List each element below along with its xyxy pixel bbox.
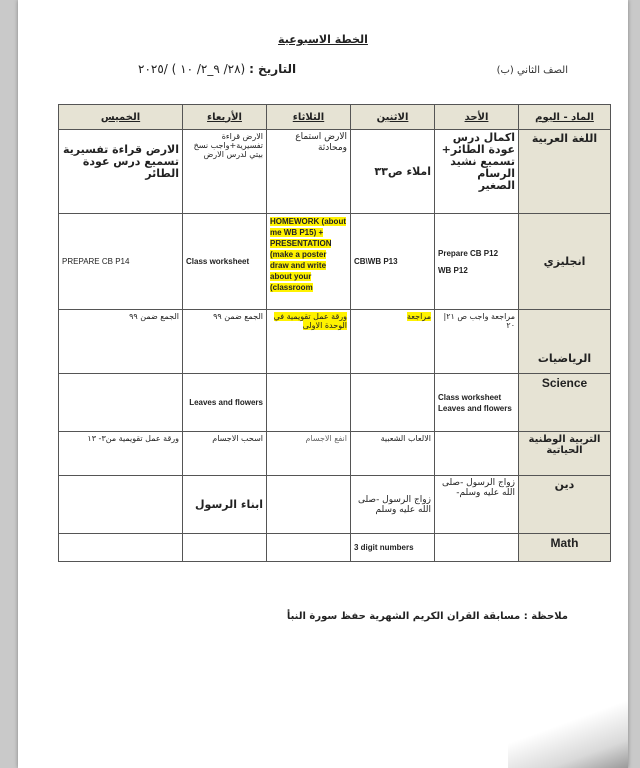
weekly-plan-table xyxy=(58,104,611,562)
cell-science-thursday xyxy=(59,374,183,432)
subject-science: Science xyxy=(519,374,611,432)
cell-math-sunday: مراجعة واجب ص ٢١|٢٠ xyxy=(435,310,519,374)
cell-national-sunday xyxy=(435,432,519,476)
date-line xyxy=(138,62,296,76)
cell-religion-tuesday xyxy=(267,476,351,534)
table-row xyxy=(59,432,611,476)
cell-religion-thursday xyxy=(59,476,183,534)
date-value: (٢٨/ ٩_٢/ ١٠ ) /٢٠٢٥ xyxy=(138,62,246,76)
cell-mathen-sunday xyxy=(435,534,519,562)
date-label: التاريخ : xyxy=(249,62,297,76)
table-row xyxy=(59,374,611,432)
table-row xyxy=(59,476,611,534)
grade-label: الصف الثاني (ب) xyxy=(496,65,568,76)
cell-math-wednesday: الجمع ضمن ٩٩ xyxy=(183,310,267,374)
header-monday: الاثنين xyxy=(351,105,435,130)
table-row xyxy=(59,534,611,562)
table-row xyxy=(59,130,611,214)
footnote: ملاحظة : مسابقة القران الكريم الشهرية حفظ سورة النبأ xyxy=(286,611,568,622)
cell-arabic-thursday: الارض قراءة تفسيرية تسميع درس عودة الطائر xyxy=(59,130,183,214)
cell-arabic-sunday: اكمال درس عودة الطائر+ تسميع نشيد الرسام الصغير xyxy=(435,130,519,214)
header-row xyxy=(59,105,611,130)
cell-religion-monday: زواج الرسول -صلى الله عليه وسلم xyxy=(351,476,435,534)
cell-national-thursday: ورقة عمل تقويمية من٣- ١٣ xyxy=(59,432,183,476)
subject-national-education: التربية الوطنية الحياتية xyxy=(519,432,611,476)
header-wednesday: الأربعاء xyxy=(183,105,267,130)
cell-english-sunday-line1: Prepare CB P12 xyxy=(438,248,499,258)
cell-arabic-tuesday: الارض استماع ومحادثة xyxy=(267,130,351,214)
plan-title: الخطة الاسبوعية xyxy=(278,33,368,46)
cell-arabic-monday: املاء ص٣٣ xyxy=(351,130,435,214)
header-thursday: الخميس xyxy=(59,105,183,130)
subject-math-english: Math xyxy=(519,534,611,562)
document-page xyxy=(18,0,628,768)
cell-math-thursday: الجمع ضمن ٩٩ xyxy=(59,310,183,374)
cell-science-monday xyxy=(351,374,435,432)
subject-english: انجليزي xyxy=(519,214,611,310)
subject-arabic: اللغة العربية xyxy=(519,130,611,214)
cell-science-tuesday xyxy=(267,374,351,432)
cell-national-monday: الالعاب الشعبية xyxy=(351,432,435,476)
header-sunday: الأحد xyxy=(435,105,519,130)
table-row xyxy=(59,214,611,310)
cell-english-monday: CB\WB P13 xyxy=(351,214,435,310)
cell-national-wednesday: اسحب الاجسام xyxy=(183,432,267,476)
cell-mathen-monday: 3 digit numbers xyxy=(351,534,435,562)
cell-national-tuesday: انفع الاجسام xyxy=(267,432,351,476)
cell-mathen-thursday xyxy=(59,534,183,562)
cell-mathen-tuesday xyxy=(267,534,351,562)
cell-english-sunday xyxy=(435,214,519,310)
table-row xyxy=(59,310,611,374)
cell-math-monday xyxy=(351,310,435,374)
cell-religion-sunday: زواج الرسول -صلى الله عليه وسلم- xyxy=(435,476,519,534)
header-subject-day: الماد - اليوم xyxy=(519,105,611,130)
cell-science-wednesday: Leaves and flowers xyxy=(183,374,267,432)
cell-science-sunday: Class worksheet Leaves and flowers xyxy=(435,374,519,432)
cell-religion-wednesday: ابناء الرسول xyxy=(183,476,267,534)
cell-math-tuesday xyxy=(267,310,351,374)
header-tuesday: الثلاثاء xyxy=(267,105,351,130)
cell-mathen-wednesday xyxy=(183,534,267,562)
cell-english-tuesday xyxy=(267,214,351,310)
subject-religion: دين xyxy=(519,476,611,534)
cell-arabic-wednesday: الارض قراءة تفسيرية+واجب نسخ بيتي لدرس الارض xyxy=(183,130,267,214)
homework-highlight: HOMEWORK (about me WB P15) + PRESENTATION (make a poster draw and write about your (classroom xyxy=(270,217,346,292)
page-curl-shadow xyxy=(508,698,628,768)
cell-english-wednesday: Class worksheet xyxy=(183,214,267,310)
cell-english-sunday-line2: WB P12 xyxy=(438,265,468,275)
cell-english-thursday: PREPARE CB P14 xyxy=(59,214,183,310)
review-highlight: مراجعة xyxy=(406,312,431,321)
worksheet-highlight: ورقة عمل تقويمية في الوحدة الاولى xyxy=(273,312,347,330)
subject-math-arabic: الرياضيات xyxy=(519,310,611,374)
